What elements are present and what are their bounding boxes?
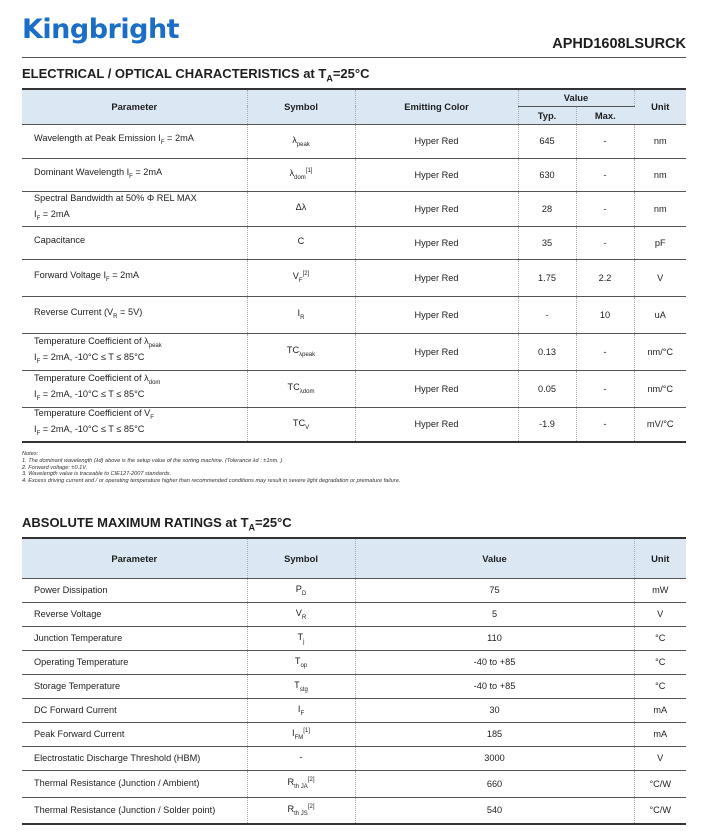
unit-cell: nm — [634, 191, 686, 226]
max-value-cell: - — [576, 158, 634, 191]
parameter-cell — [22, 158, 247, 191]
parameter-cell — [22, 407, 247, 442]
symbol-cell — [247, 722, 355, 746]
symbol: I — [292, 727, 295, 738]
table-row — [22, 746, 686, 770]
symbol: R — [287, 803, 295, 814]
parameter-subscript: dom — [148, 379, 161, 386]
symbol: TC — [287, 382, 300, 393]
symbol-cell — [247, 259, 355, 296]
value-cell: 3000 — [355, 746, 634, 770]
parameter-text: I — [34, 424, 37, 435]
symbol-cell — [247, 650, 355, 674]
electrical-characteristics-table — [22, 88, 686, 443]
table-row — [22, 626, 686, 650]
parameter-cell: Peak Forward Current — [22, 722, 247, 746]
table-row — [22, 650, 686, 674]
symbol-cell — [247, 626, 355, 650]
table-row — [22, 698, 686, 722]
symbol-cell — [247, 674, 355, 698]
value-cell: -40 to +85 — [355, 650, 634, 674]
parameter-line-1 — [34, 167, 239, 183]
notes — [22, 451, 400, 485]
unit-cell: °C — [634, 674, 686, 698]
parameter-text: Spectral Bandwidth at 50% Φ REL MAX — [34, 192, 197, 203]
parameter-condition: = 2mA — [40, 208, 70, 219]
symbol-cell — [247, 370, 355, 407]
symbol: V — [292, 271, 299, 282]
symbol: λ — [289, 168, 295, 179]
parameter-condition: = 2mA, -10°C ≤ T ≤ 85°C — [40, 388, 145, 399]
symbol: TC — [286, 345, 300, 356]
emitting-color-cell: Hyper Red — [355, 370, 518, 407]
parameter-cell: Thermal Resistance (Junction / Ambient) — [22, 770, 247, 797]
parameter-line-1 — [34, 270, 239, 286]
unit-cell: mA — [634, 698, 686, 722]
value-cell: 5 — [355, 602, 634, 626]
symbol: T — [294, 655, 301, 666]
symbol-cell — [247, 698, 355, 722]
max-value-cell: 10 — [576, 296, 634, 333]
typ-value-cell: 645 — [518, 124, 576, 158]
parameter-line-2 — [34, 352, 239, 368]
parameter-cell: Thermal Resistance (Junction / Solder point) — [22, 797, 247, 824]
table-row — [22, 333, 686, 370]
absolute-max-section-title: ABSOLUTE MAXIMUM RATINGS at $T_A=25^\circ C$ — [22, 515, 292, 533]
header-value: Value — [355, 538, 634, 578]
parameter-cell: Operating Temperature — [22, 650, 247, 674]
max-value-cell: - — [576, 226, 634, 259]
symbol-subscript: dom — [294, 174, 306, 181]
table-row — [22, 259, 686, 296]
symbol-subscript: peak — [296, 141, 310, 148]
table-row — [22, 226, 686, 259]
symbol-cell — [247, 797, 355, 824]
symbol-cell — [247, 578, 355, 602]
parameter-line-2 — [34, 424, 239, 440]
parameter-cell: Reverse Voltage — [22, 602, 247, 626]
symbol: Δλ — [295, 202, 307, 213]
parameter-subscript: F — [36, 358, 41, 365]
value-cell: 75 — [355, 578, 634, 602]
typ-value-cell: - — [518, 296, 576, 333]
symbol-cell — [247, 407, 355, 442]
symbol: P — [295, 583, 302, 594]
parameter-subscript: F — [106, 276, 110, 283]
parameter-cell — [22, 124, 247, 158]
unit-cell: °C — [634, 626, 686, 650]
symbol: λ — [292, 134, 297, 145]
emitting-color-cell: Hyper Red — [355, 296, 518, 333]
value-cell: 660 — [355, 770, 634, 797]
parameter-cell: Junction Temperature — [22, 626, 247, 650]
emitting-color-cell: Hyper Red — [355, 407, 518, 442]
header-symbol: Symbol — [247, 89, 355, 124]
unit-cell: V — [634, 746, 686, 770]
parameter-subscript: F — [36, 395, 41, 402]
symbol-subscript: λdom — [299, 388, 315, 395]
max-value-cell: - — [576, 333, 634, 370]
emitting-color-cell: Hyper Red — [355, 333, 518, 370]
table-row — [22, 674, 686, 698]
symbol: - — [299, 751, 303, 762]
max-value-cell: - — [576, 370, 634, 407]
unit-cell: mA — [634, 722, 686, 746]
unit-cell: °C — [634, 650, 686, 674]
parameter-cell: Electrostatic Discharge Threshold (HBM) — [22, 746, 247, 770]
typ-value-cell: -1.9 — [518, 407, 576, 442]
header-emitting-color: Emitting Color — [355, 89, 518, 124]
value-cell: 540 — [355, 797, 634, 824]
unit-cell: V — [634, 602, 686, 626]
unit-cell: nm — [634, 158, 686, 191]
parameter-text: I — [34, 351, 37, 362]
table-row — [22, 797, 686, 824]
unit-cell: °C/W — [634, 770, 686, 797]
emitting-color-cell: Hyper Red — [355, 158, 518, 191]
symbol-note-ref: [1] — [305, 168, 313, 175]
symbol: TC — [292, 417, 306, 428]
notes-title: Notes: — [22, 451, 39, 457]
header-divider — [22, 57, 686, 58]
parameter-cell — [22, 296, 247, 333]
part-number: APHD1608LSURCK — [552, 36, 686, 52]
parameter-line-1 — [34, 235, 239, 251]
symbol-note-ref: [2] — [307, 777, 315, 784]
symbol-subscript: op — [300, 662, 308, 669]
emitting-color-cell: Hyper Red — [355, 191, 518, 226]
max-value-cell: - — [576, 407, 634, 442]
emitting-color-cell: Hyper Red — [355, 226, 518, 259]
symbol-subscript: FM — [294, 734, 304, 741]
header-typ: Typ. — [518, 106, 576, 124]
parameter-text: Forward Voltage I — [34, 269, 107, 280]
value-cell: 110 — [355, 626, 634, 650]
symbol-subscript: F — [298, 277, 303, 284]
symbol: I — [297, 703, 301, 714]
parameter-subscript: F — [129, 173, 133, 180]
parameter-line-1 — [34, 133, 239, 149]
parameter-line-1 — [34, 336, 239, 352]
symbol-cell — [247, 226, 355, 259]
parameter-cell: DC Forward Current — [22, 698, 247, 722]
header-parameter: Parameter — [22, 538, 247, 578]
unit-cell: nm/°C — [634, 333, 686, 370]
typ-value-cell: 1.75 — [518, 259, 576, 296]
electrical-section-title: ELECTRICAL / OPTICAL CHARACTERISTICS at $T_A=25^\circ C$ — [22, 66, 370, 84]
typ-value-cell: 0.13 — [518, 333, 576, 370]
header-parameter: Parameter — [22, 89, 247, 124]
table-row — [22, 124, 686, 158]
header-symbol: Symbol — [247, 538, 355, 578]
parameter-text: Capacitance — [34, 234, 86, 245]
parameter-text: Wavelength at Peak Emission I — [34, 133, 161, 144]
symbol-subscript: j — [303, 638, 305, 645]
parameter-text: Temperature Coefficient of λ — [34, 372, 149, 383]
max-value-cell: - — [576, 191, 634, 226]
max-value-cell: - — [576, 124, 634, 158]
parameter-text: Reverse Current (V — [34, 306, 114, 317]
symbol: T — [294, 679, 300, 690]
unit-cell: nm — [634, 124, 686, 158]
table-row — [22, 370, 686, 407]
table-row — [22, 296, 686, 333]
symbol: C — [297, 236, 305, 247]
symbol-cell — [247, 770, 355, 797]
unit-cell: mV/°C — [634, 407, 686, 442]
typ-value-cell: 28 — [518, 191, 576, 226]
symbol-subscript: th JS — [294, 810, 308, 817]
parameter-text: I — [34, 388, 37, 399]
unit-cell: pF — [634, 226, 686, 259]
symbol-subscript: R — [301, 614, 307, 621]
value-cell: 185 — [355, 722, 634, 746]
unit-cell: uA — [634, 296, 686, 333]
parameter-cell — [22, 191, 247, 226]
symbol-cell — [247, 746, 355, 770]
brand-logo: Kingbright — [22, 14, 180, 45]
symbol-cell — [247, 191, 355, 226]
parameter-text: Temperature Coefficient of V — [34, 408, 151, 419]
parameter-cell — [22, 370, 247, 407]
symbol-cell — [247, 333, 355, 370]
typ-value-cell: 0.05 — [518, 370, 576, 407]
parameter-condition: = 2mA, -10°C ≤ T ≤ 85°C — [40, 351, 145, 362]
emitting-color-cell: Hyper Red — [355, 124, 518, 158]
header-unit: Unit — [634, 89, 686, 124]
table-row — [22, 722, 686, 746]
symbol-subscript: D — [301, 590, 307, 597]
typ-value-cell: 630 — [518, 158, 576, 191]
parameter-subscript: F — [160, 139, 165, 146]
typ-value-cell: 35 — [518, 226, 576, 259]
symbol-cell — [247, 602, 355, 626]
unit-cell: mW — [634, 578, 686, 602]
parameter-cell: Power Dissipation — [22, 578, 247, 602]
table-row — [22, 578, 686, 602]
table-row — [22, 158, 686, 191]
parameter-cell — [22, 226, 247, 259]
parameter-cell — [22, 259, 247, 296]
note-4: 4. Excess driving current and / or operating temperature higher than recommended conditions may result in severe light degradation or premature failure. — [22, 478, 401, 485]
symbol-cell — [247, 158, 355, 191]
symbol-subscript: F — [300, 710, 305, 717]
parameter-condition: = 2mA — [109, 269, 140, 280]
symbol: T — [297, 631, 304, 642]
symbol-subscript: V — [305, 424, 310, 431]
parameter-line-2 — [34, 389, 239, 405]
parameter-line-1 — [34, 307, 239, 323]
symbol-cell — [247, 124, 355, 158]
parameter-condition: = 2mA, -10°C ≤ T ≤ 85°C — [40, 424, 145, 435]
max-value-cell: 2.2 — [576, 259, 634, 296]
parameter-line-1 — [34, 373, 239, 389]
absolute-max-ratings-table — [22, 537, 686, 825]
parameter-subscript: F — [36, 431, 41, 438]
symbol-cell — [247, 296, 355, 333]
table-row — [22, 407, 686, 442]
header-value: Value — [518, 89, 634, 106]
parameter-text: I — [34, 208, 37, 219]
symbol-subscript: th JA — [294, 783, 308, 790]
symbol-note-ref: [1] — [303, 727, 310, 734]
note-1: 1. The dominant wavelength (λd) above is the setup value of the sorting machine. (Tolerance λd : ±1nm. ) — [22, 457, 283, 464]
parameter-subscript: peak — [148, 342, 162, 349]
parameter-line-1 — [34, 193, 239, 209]
symbol-subscript: stg — [299, 686, 308, 693]
parameter-condition: = 2mA — [164, 133, 194, 144]
symbol: I — [297, 308, 301, 319]
symbol-note-ref: [2] — [307, 803, 315, 810]
table-row — [22, 191, 686, 226]
parameter-condition: = 2mA — [132, 166, 163, 177]
parameter-cell: Storage Temperature — [22, 674, 247, 698]
table-row — [22, 602, 686, 626]
parameter-cell — [22, 333, 247, 370]
unit-cell: V — [634, 259, 686, 296]
parameter-condition: = 5V) — [117, 306, 143, 317]
value-cell: 30 — [355, 698, 634, 722]
unit-cell: nm/°C — [634, 370, 686, 407]
symbol-subscript: λpeak — [299, 351, 316, 358]
symbol: V — [295, 607, 302, 618]
note-2: 2. Forward voltage: ±0.1V. — [22, 464, 88, 471]
parameter-subscript: R — [113, 313, 118, 320]
note-3: 3. Wavelength value is traceable to CIE127-2007 standards. — [22, 471, 172, 478]
parameter-line-2 — [34, 209, 239, 225]
parameter-line-1 — [34, 408, 239, 424]
value-cell: -40 to +85 — [355, 674, 634, 698]
table-row — [22, 770, 686, 797]
header-unit: Unit — [634, 538, 686, 578]
emitting-color-cell: Hyper Red — [355, 259, 518, 296]
symbol-subscript: R — [300, 314, 305, 321]
unit-cell: °C/W — [634, 797, 686, 824]
parameter-subscript: F — [36, 215, 41, 222]
header-max: Max. — [576, 106, 634, 124]
symbol-note-ref: [2] — [302, 271, 310, 278]
parameter-text: Temperature Coefficient of λ — [34, 335, 149, 346]
parameter-subscript: F — [150, 415, 154, 422]
symbol: R — [287, 777, 295, 788]
parameter-text: Dominant Wavelength I — [34, 166, 130, 177]
